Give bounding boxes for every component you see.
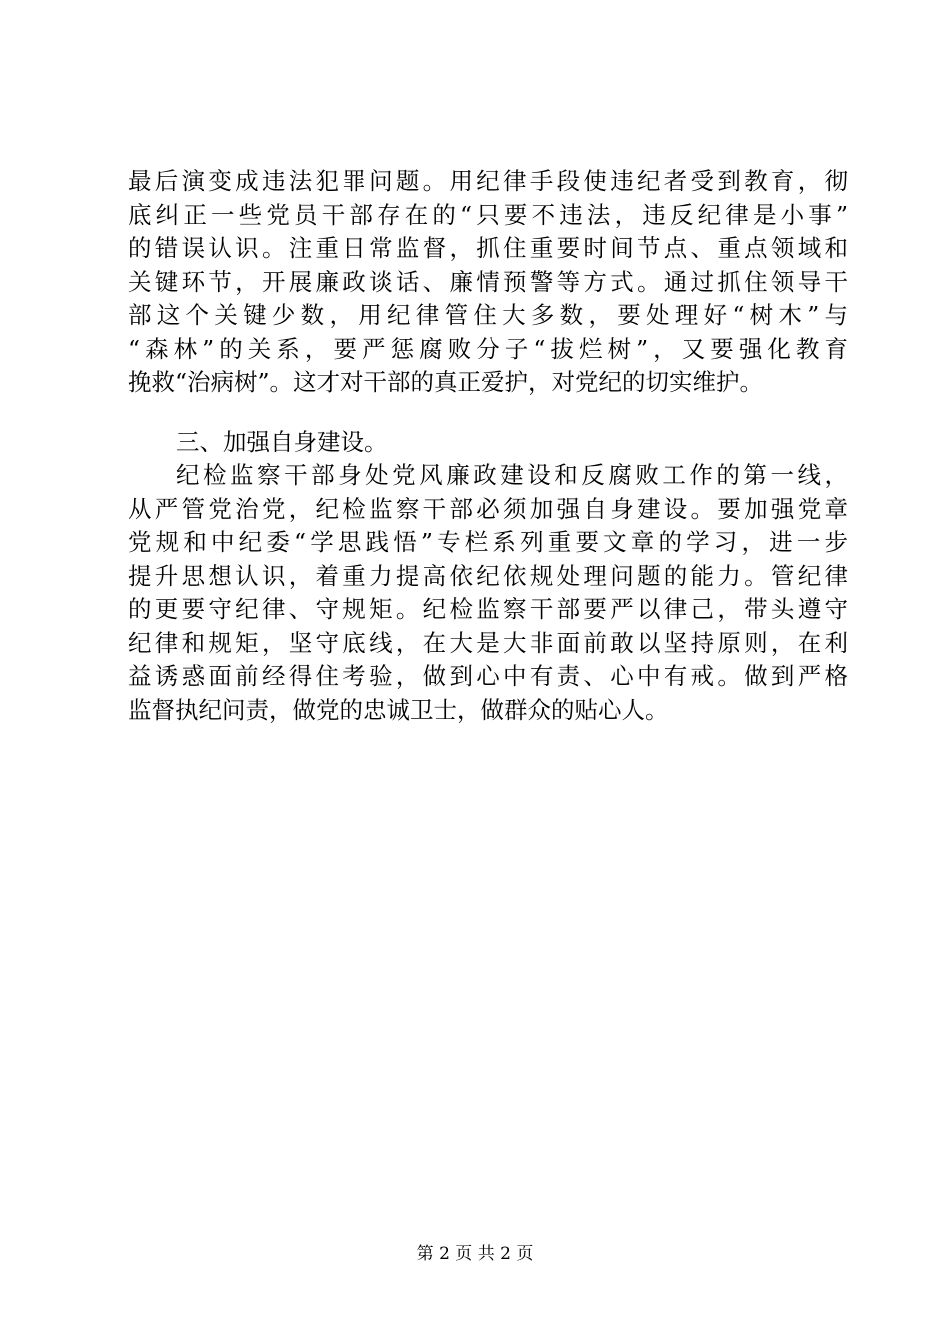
- text-line: 监督执纪问责，做党的忠诚卫士，做群众的贴心人。: [128, 695, 669, 724]
- text-line: 纪律和规矩，坚守底线，在大是大非面前敢以坚持原则，在利: [128, 628, 848, 657]
- text-line: 益诱惑面前经得住考验，做到心中有责、心中有戒。做到严格: [128, 662, 848, 690]
- section-paragraph: [128, 459, 848, 727]
- paragraph-continued: [128, 165, 848, 400]
- paragraph-spacer: [128, 400, 848, 426]
- text-line: 党规和中纪委“学思践悟”专栏系列重要文章的学习，进一步: [128, 528, 848, 556]
- text-line: 提升思想认识，着重力提高依纪依规处理问题的能力。管纪律: [128, 561, 848, 590]
- text-line: 最后演变成违法犯罪问题。用纪律手段使违纪者受到教育，彻: [128, 167, 848, 195]
- text-line: 的更要守纪律、守规矩。纪检监察干部要严以律己，带头遵守: [128, 595, 848, 623]
- text-line: 挽救“治病树”。这才对干部的真正爱护，对党纪的切实维护。: [128, 368, 764, 396]
- text-line: 底纠正一些党员干部存在的“只要不违法，违反纪律是小事”: [128, 200, 848, 229]
- text-line: 关键环节，开展廉政谈话、廉情预警等方式。通过抓住领导干: [128, 267, 848, 296]
- text-line: 纪检监察干部身处党风廉政建设和反腐败工作的第一线，: [176, 461, 848, 489]
- page-footer: 第 2 页 共 2 页: [416, 1244, 534, 1264]
- section-heading: 三、加强自身建设。: [176, 427, 388, 456]
- text-line: 部这个关键少数，用纪律管住大多数，要处理好“树木”与: [128, 301, 848, 329]
- text-line: 从严管党治党，纪检监察干部必须加强自身建设。要加强党章: [128, 494, 848, 523]
- text-line: “森林”的关系，要严惩腐败分子“拔烂树”，又要强化教育: [128, 334, 848, 363]
- text-line: 的错误认识。注重日常监督，抓住重要时间节点、重点领域和: [128, 234, 848, 262]
- document-body: [128, 165, 848, 727]
